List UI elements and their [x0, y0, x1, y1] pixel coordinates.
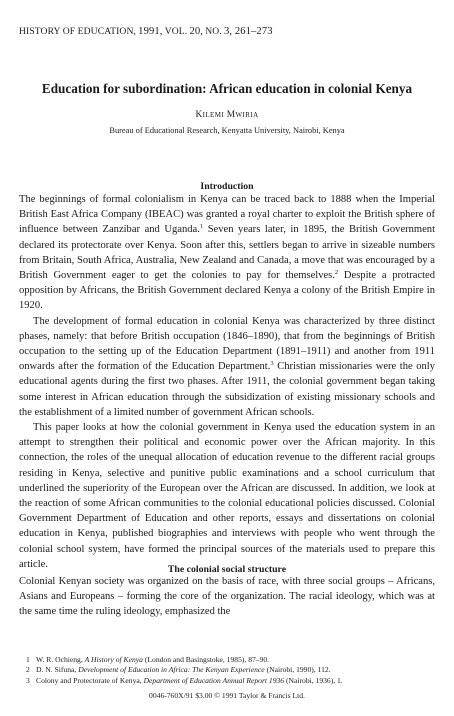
- paragraph: [19, 192, 435, 314]
- footnote-title: Department of Education Annual Report 1936: [143, 675, 285, 685]
- paragraph-text: The development of formal education in colonial Kenya was characterized by three distinct phases, namely: that before British occupation (1846–1890), that from the beginnings of British occupation to the setting up of the Education Department (1891–1911) and another from 1911 onwards after the formation of the Education Department.: [19, 315, 435, 373]
- footnote-number: 2: [26, 665, 30, 675]
- footnote-ref: 2: [334, 269, 339, 277]
- footnote-ref: 1: [199, 223, 204, 231]
- paragraph-text: This paper looks at how the colonial government in Kenya used the education system in an attempt to strengthen their political and economic power over the African majority. In this connection, the roles of the unequal allocation of education revenue to the different racial groups residing in Kenya, selective and punitive public examinations and a school curriculum that underlined the superiority of the European over the African are discussed. In addition, we look at the reaction of some African communities to the colonial educational policies discussed. Colonial Government Department of Education and other reports, essays and dissertations on colonial education in Kenya, published biographies and interviews with people who went through the colonial school system, have formed the principal sources of the materials used to prepare this article.: [19, 422, 435, 570]
- section-heading-introduction: Introduction: [200, 181, 254, 192]
- footnote-text: (Nairobi, 1990), 112.: [264, 665, 331, 675]
- footnote-title: Development of Education in Africa: The Kenyan Experience: [78, 665, 265, 675]
- footnote: [26, 676, 446, 686]
- paragraph-text: Colonial Kenyan society was organized on the basis of race, with three social groups – Africans, Asians and Europeans – forming the core of the organization. The racial ideology, which was at the same time the ruling ideology, emphasized the: [19, 576, 435, 618]
- volume-label: VOL.: [164, 26, 188, 37]
- paragraph-text: Despite a protracted opposition by Africans, the British Government declared Kenya a colony of the British Empire in 1920.: [19, 270, 436, 312]
- footnote-text: Colony and Protectorate of Kenya,: [36, 675, 144, 685]
- issue-pages: 3, 261–273: [223, 26, 273, 37]
- footnote-text: (London and Basingstoke, 1985), 87–90.: [142, 655, 270, 664]
- footnote-text: (Nairobi, 1936), 1.: [284, 675, 343, 685]
- journal-year: 1991,: [138, 26, 163, 37]
- paragraph-text: The beginnings of formal colonialism in Kenya can be traced back to 1888 when the Imperial British East Africa Company (IBEAC) was granted a royal charter to exploit the British sphere of influence between Zanzibar and Uganda.: [19, 194, 435, 236]
- footnote: [26, 655, 446, 665]
- article-title: Education for subordination: African education in colonial Kenya: [41, 81, 413, 96]
- footnote-title: A History of Kenya: [84, 655, 143, 664]
- author-name: Kilemi Mwiria: [195, 110, 259, 120]
- paragraph: [19, 420, 435, 572]
- footnote-ref: 3: [270, 360, 274, 368]
- paragraph: [19, 574, 435, 620]
- footnote: [26, 665, 446, 675]
- footnotes: [26, 655, 446, 686]
- running-head: [19, 26, 273, 37]
- paragraph-text: Christian missionaries were the only educational agents during the first two phases. After 1911, the colonial government began taking some interest in African education through the subsidization of existing missionary schools and the establishment of a limited number of government African schools.: [19, 361, 435, 418]
- copyright-line: 0046-760X/91 $3.00 © 1991 Taylor & Francis Ltd.: [149, 691, 305, 700]
- author-affiliation: Bureau of Educational Research, Kenyatta University, Nairobi, Kenya: [109, 126, 345, 135]
- footnote-number: 1: [26, 655, 30, 664]
- footnote-text: D. N. Sifuna,: [36, 665, 79, 675]
- paragraph-text: Seven years later, in 1895, the British Government declared its protectorate over Kenya. Soon after this, settlers began to arrive in sizeable numbers from Britain, South Africa, Australia, New Zealand and Canada, a move that was encouraged by a British Government eager to get the colonies to pay for themselves.: [19, 224, 436, 282]
- social-structure-body: [19, 574, 435, 620]
- journal-name: HISTORY OF EDUCATION,: [19, 26, 136, 37]
- paragraph: [19, 314, 435, 420]
- footnote-number: 3: [26, 675, 30, 685]
- introduction-body: [19, 192, 435, 572]
- section-heading-social-structure: The colonial social structure: [167, 564, 287, 575]
- volume-number: 20,: [189, 26, 203, 37]
- footnote-text: W. R. Ochieng,: [36, 655, 85, 664]
- issue-label: NO.: [205, 26, 222, 37]
